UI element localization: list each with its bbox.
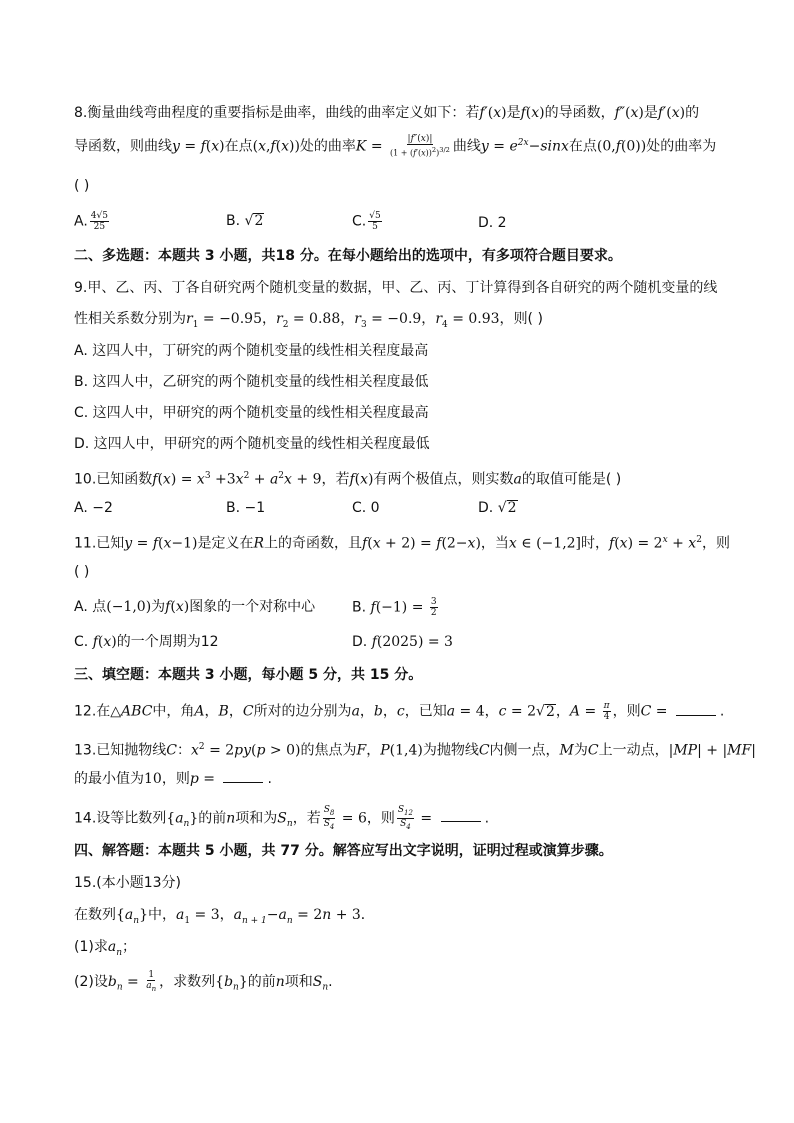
q8-option-b: B. √2 [226,213,264,229]
q9-option-b: B. 这四人中，乙研究的两个随机变量的线性相关程度最低 [74,374,429,390]
q8-line2: 导函数，则曲线y = f(x)在点(x,f(x))处的曲率K = $\frac{|f''(x)|}{(1 + (f'(x))^2)^{3/2}}$ 曲线$y = e^{2x}-\sin x$在点(0,f(0))处的曲率为 [74,134,717,158]
q15-part1: (1)求$a_n$； [74,939,136,958]
q10-option-d: D. √2 [478,500,517,516]
q11-option-d: D. f(2025) = 3 [352,634,453,650]
q9-option-c: C. 这四人中，甲研究的两个随机变量的线性相关程度最高 [74,405,429,421]
answer-blank [223,770,263,783]
q11-option-b: B. f(−1) = $\frac{3}{2}$ [352,597,437,618]
q10-line: 10.已知函数$f(x) = x^3 +3x^2 + a^2x + 9$，若f(x)有两个极值点，则实数a的取值可能是( ) [74,471,622,488]
q9-line2: 性相关系数分别为$r_1 = -0.95$，$r_2 = 0.88$，$r_3 = -0.9$，$r_4 = 0.93$，则( ) [74,311,543,330]
section-heading-solutions: 四、解答题：本题共 5 小题，共 77 分。解答应写出文字说明，证明过程或演算步骤。 [74,843,613,859]
q11-paren: ( ) [74,564,90,580]
q14-line: 14.设等比数列$\{a_n\}$的前n项和为$S_n$，若 $\frac{S_8}{S_4}$ = 6，则 $\frac{S_{12}}{S_4}$ = . [74,805,490,831]
q10-option-c: C. 0 [352,500,380,516]
q11-line: 11.已知y = f(x−1)是定义在R上的奇函数，且f(x + 2) = f(2−x)，当x ∈ (−1,2]时，$f(x) = 2^x + x^2$，则 [74,535,730,552]
q8-option-a: A. $\frac{4√5}{25}$ [74,211,108,232]
q15-title: 15.(本小题13分) [74,875,182,891]
q8-option-d: D. 2 [478,215,507,231]
q13-line1: 13.已知抛物线C：$x^2 = 2py(p > 0)$的焦点为F，P(1,4)为抛物线C内侧一点，M为C上一动点，|MP| + |MF| [74,742,756,759]
q11-option-c: C. f(x)的一个周期为12 [74,634,219,650]
q9-option-d: D. 这四人中，甲研究的两个随机变量的线性相关程度最低 [74,436,430,452]
section-heading-fill-in: 三、填空题：本题共 3 小题，每小题 5 分，共 15 分。 [74,667,423,683]
curvature-formula: $\frac{|f''(x)|}{(1 + (f'(x))^2)^{3/2}}$ [390,134,450,158]
q11-option-a: A. 点(−1,0)为f(x)图象的一个对称中心 [74,599,316,615]
answer-blank [441,809,481,822]
q8-option-c: C. $\frac{√5}{5}$ [352,211,381,232]
q9-option-a: A. 这四人中，丁研究的两个随机变量的线性相关程度最高 [74,343,429,359]
q8-paren: ( ) [74,178,90,194]
q8-line1: 8.衡量曲线弯曲程度的重要指标是曲率，曲线的曲率定义如下：若f′(x)是f(x)的导函数，f″(x)是f′(x)的 [74,105,700,121]
q13-line2: 的最小值为10，则p = . [74,771,272,787]
q9-line1: 9.甲、乙、丙、丁各自研究两个随机变量的数据，甲、乙、丙、丁计算得到各自研究的两个随机变量的线 [74,280,718,296]
section-heading-multiple-choice: 二、多选题：本题共 3 小题，共18 分。在每小题给出的选项中，有多项符合题目要求。 [74,248,622,264]
q10-option-b: B. −1 [226,500,266,516]
q12-line: 12.在△ABC中，角A，B，C所对的边分别为a，b，c，已知a = 4，c = 2√2，A = $\frac{\pi}{4}$ ，则C = . [74,701,725,722]
q10-option-a: A. −2 [74,500,113,516]
q15-part2: (2)设$b_n$ = $\frac{1}{a_n}$ ，求数列$\{b_n\}$的前n项和$S_n$. [74,970,333,993]
answer-blank [676,703,716,716]
q15-statement: 在数列$\{a_n\}$中，$a_1 = 3$，$a_{n + 1}-a_n = 2n + 3$． [74,907,375,926]
